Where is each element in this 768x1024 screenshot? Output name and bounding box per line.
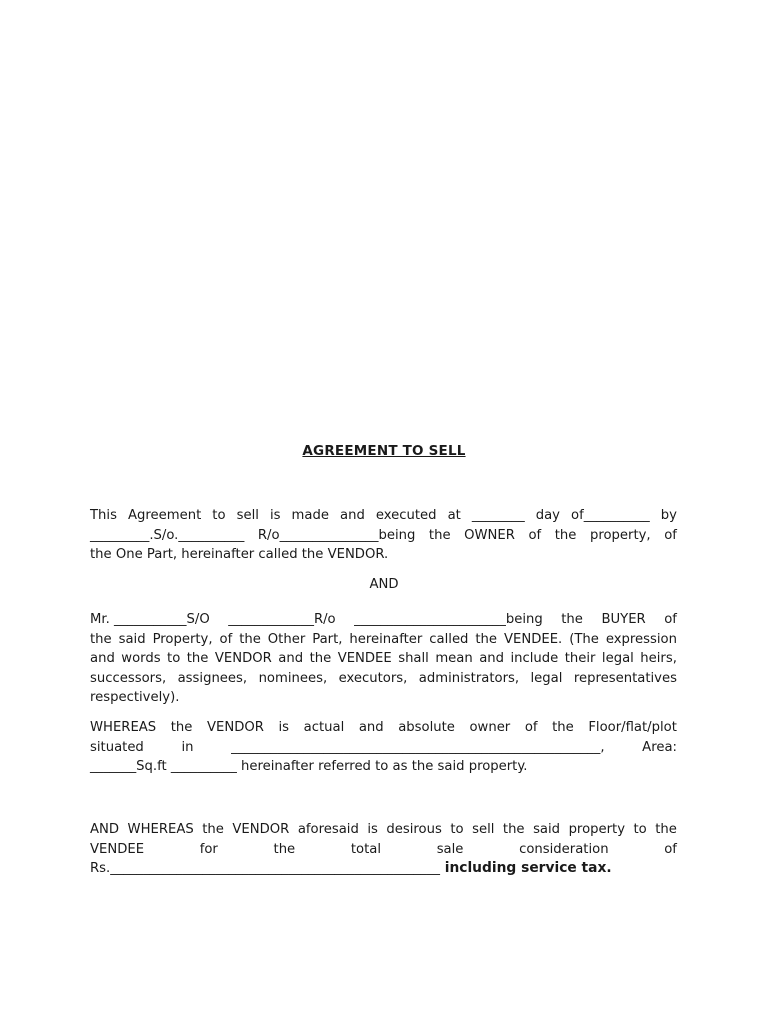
word: OWNER	[464, 527, 515, 543]
word: the	[552, 720, 574, 735]
word: the	[428, 527, 451, 543]
word: of	[528, 527, 542, 543]
word: sell	[236, 508, 259, 523]
word: and	[278, 651, 304, 666]
word: to	[212, 508, 226, 523]
word: and	[340, 508, 365, 523]
word: property,	[589, 527, 651, 543]
word: sell	[472, 822, 495, 837]
word: ________	[471, 508, 525, 523]
word: VENDOR	[214, 651, 272, 666]
whereas-line-3: _______Sq.ft __________ hereinafter referred to as the said property.	[90, 759, 528, 774]
word: the	[502, 822, 525, 837]
word: include	[510, 651, 559, 666]
word: property	[568, 822, 626, 837]
word: said	[118, 631, 146, 647]
word: BUYER	[601, 612, 646, 627]
word: VENDEE.	[504, 631, 563, 647]
whereas-line-1	[90, 718, 677, 738]
whereas-line-2	[90, 738, 677, 758]
and-whereas-paragraph	[90, 820, 677, 879]
word: at	[447, 508, 461, 523]
word: day	[535, 508, 560, 523]
word: the	[186, 651, 209, 666]
word: of	[219, 631, 233, 647]
and-separator: AND	[369, 577, 399, 592]
and-whereas-line-3	[90, 859, 677, 879]
buyer-line-1	[90, 610, 677, 630]
word: representatives	[573, 670, 677, 686]
buyer-line-5: respectively).	[90, 690, 180, 705]
word: Floor/flat/plot	[588, 720, 677, 735]
word: to	[167, 651, 181, 666]
word: assignees,	[177, 670, 248, 686]
word: absolute	[398, 720, 455, 735]
word: aforesaid	[297, 822, 359, 837]
whereas-paragraph	[90, 718, 677, 777]
word: of	[664, 612, 677, 627]
word: WHEREAS	[127, 822, 194, 837]
word: is	[367, 822, 378, 837]
service-tax-text: including service tax.	[439, 860, 612, 876]
word: _____________R/o	[228, 612, 336, 627]
word: mean	[435, 651, 473, 666]
word: their	[564, 651, 596, 666]
word: VENDOR	[207, 720, 264, 735]
intro-paragraph	[90, 506, 677, 565]
buyer-line-4	[90, 669, 677, 689]
word: expression	[605, 631, 677, 647]
word: VENDOR	[232, 822, 290, 837]
word: is	[269, 508, 281, 523]
word: of	[524, 720, 538, 735]
word: R/o_______________being	[257, 527, 416, 543]
word: to	[633, 822, 647, 837]
buyer-paragraph	[90, 610, 677, 708]
word: executed	[375, 508, 437, 523]
word: desirous	[386, 822, 442, 837]
word: Agreement	[128, 508, 202, 523]
word: the	[170, 720, 193, 735]
word: the	[273, 841, 296, 857]
word: of	[664, 841, 677, 857]
word: is	[278, 720, 290, 735]
and-whereas-line-2	[90, 840, 677, 860]
word: of	[664, 527, 677, 543]
buyer-line-2	[90, 630, 677, 650]
intro-line-1	[90, 506, 677, 526]
word: the	[90, 631, 112, 647]
word: and	[90, 651, 115, 666]
word: ________________________________________________________,	[231, 739, 605, 755]
word: heirs,	[640, 651, 677, 666]
word: VENDEE	[337, 651, 392, 666]
word: of__________	[571, 508, 650, 523]
word: said	[533, 822, 561, 837]
word: called	[429, 631, 469, 647]
word: sale	[436, 841, 464, 857]
word: to	[450, 822, 464, 837]
intro-line-3: the One Part, hereinafter called the VENDOR.	[90, 547, 389, 562]
intro-line-2	[90, 526, 677, 546]
word: and	[479, 651, 504, 666]
word: owner	[469, 720, 511, 735]
word: consideration	[519, 841, 609, 857]
word: This	[90, 508, 117, 523]
word: shall	[398, 651, 429, 666]
word: AND	[90, 822, 120, 837]
word: legal	[601, 651, 634, 666]
word: the	[239, 631, 261, 647]
word: in	[181, 739, 194, 755]
word: the	[655, 822, 677, 837]
word: hereinafter	[349, 631, 423, 647]
word: Other	[267, 631, 306, 647]
word: the	[554, 527, 577, 543]
word: successors,	[90, 670, 167, 686]
word: VENDEE	[90, 841, 145, 857]
word: the	[309, 651, 332, 666]
word: legal	[530, 670, 563, 686]
word: by	[660, 508, 677, 523]
word: administrators,	[418, 670, 520, 686]
word: the	[561, 612, 583, 627]
word: total	[350, 841, 382, 857]
word: the	[202, 822, 224, 837]
word: made	[291, 508, 329, 523]
document-title: AGREEMENT TO SELL	[302, 443, 466, 459]
word: executors,	[338, 670, 408, 686]
word: Part,	[312, 631, 343, 647]
word: Property,	[152, 631, 213, 647]
word: for	[199, 841, 218, 857]
buyer-line-3	[90, 649, 677, 669]
word: situated	[90, 739, 144, 755]
word: _________.S/o.__________	[90, 527, 245, 543]
word: WHEREAS	[90, 720, 157, 735]
and-whereas-line-1	[90, 820, 677, 840]
consideration-amount-text: Rs.__________________________________________________	[90, 861, 440, 876]
word: nominees,	[258, 670, 328, 686]
word: words	[121, 651, 161, 666]
word: the	[475, 631, 498, 647]
word: _______________________being	[354, 612, 543, 627]
word: and	[358, 720, 384, 735]
word: (The	[569, 631, 599, 647]
word: Area:	[642, 739, 677, 755]
word: actual	[303, 720, 345, 735]
word: Mr. ___________S/O	[90, 612, 210, 627]
